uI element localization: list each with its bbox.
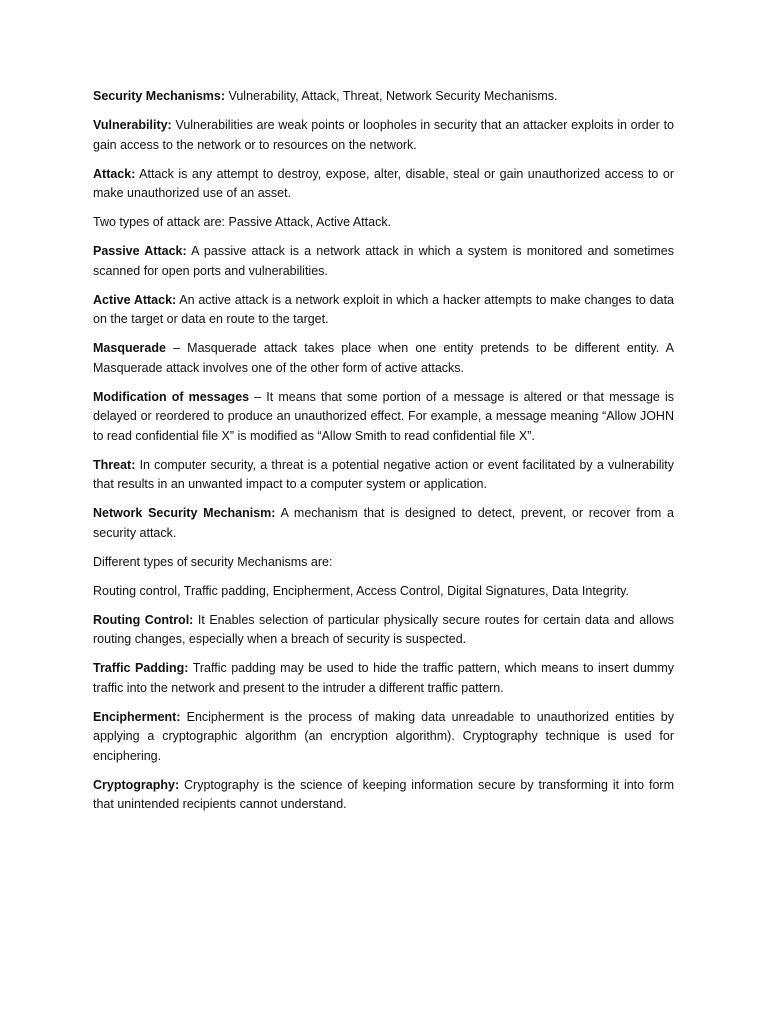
term: Active Attack:: [93, 292, 177, 307]
term: Encipherment:: [93, 709, 181, 724]
definition-text: – It means that some portion of a message is altered or that message is delayed or reordered to produce an unauthorized effect. For example, a message meaning “Allow JOHN to read confidential file X” is modified as “Allow Smith to read confidential file X”.: [93, 389, 675, 443]
paragraph-mechanism-list: [93, 582, 674, 602]
definition-text: Vulnerabilities are weak points or loopholes in security that an attacker exploits in order to gain access to the network or to resources on the network.: [93, 118, 674, 152]
paragraph-modification-of-messages: [93, 388, 674, 447]
definition-text: Attack is any attempt to destroy, expose, alter, disable, steal or gain unauthorized access to or make unauthorized use of an asset.: [93, 166, 674, 200]
term: Security Mechanisms:: [93, 89, 225, 103]
paragraph-network-security-mechanism: [93, 504, 674, 543]
paragraph-masquerade: [93, 339, 674, 378]
term: Modification of messages: [93, 389, 250, 404]
term: Masquerade: [93, 341, 166, 355]
definition-text: Encipherment is the process of making data unreadable to unauthorized entities by applying a cryptographic algorithm (an encryption algorithm). Cryptography technique is used for enciphering.: [93, 709, 674, 763]
definition-text: Vulnerability, Attack, Threat, Network Security Mechanisms.: [225, 89, 558, 103]
definition-text: An active attack is a network exploit in which a hacker attempts to make changes to data on the target or data en route to the target.: [93, 292, 674, 326]
paragraph-traffic-padding: [93, 659, 674, 698]
term: Threat:: [93, 457, 136, 472]
term: Routing Control:: [93, 612, 194, 627]
paragraph-security-mechanisms: [93, 87, 674, 107]
definition-text: Cryptography is the science of keeping information secure by transforming it into form that unintended recipients cannot understand.: [93, 777, 674, 811]
paragraph-attack-types: [93, 213, 674, 233]
definition-text: It Enables selection of particular physically secure routes for certain data and allows routing changes, especially when a breach of security is suspected.: [93, 612, 674, 646]
paragraph-cryptography: [93, 776, 674, 815]
definition-text: – Masquerade attack takes place when one entity pretends to be different entity. A Masquerade attack involves one of the other form of active attacks.: [93, 341, 674, 375]
definition-text: Two types of attack are: Passive Attack, Active Attack.: [93, 215, 392, 229]
definition-text: Routing control, Traffic padding, Encipherment, Access Control, Digital Signatures, Data Integrity.: [93, 583, 629, 598]
paragraph-passive-attack: [93, 242, 674, 281]
paragraph-threat: [93, 456, 674, 495]
paragraph-active-attack: [93, 291, 674, 330]
definition-text: Different types of security Mechanisms are:: [93, 554, 333, 569]
term: Traffic Padding:: [93, 661, 189, 675]
paragraph-routing-control: [93, 611, 674, 650]
paragraph-attack: [93, 165, 674, 204]
document-page: [93, 87, 674, 824]
definition-text: A mechanism that is designed to detect, prevent, or recover from a security attack.: [93, 506, 674, 540]
definition-text: In computer security, a threat is a potential negative action or event facilitated by a vulnerability that results in an unwanted impact to a computer system or application.: [93, 457, 674, 491]
paragraph-encipherment: [93, 708, 674, 767]
term: Attack:: [93, 166, 136, 181]
term: Cryptography:: [93, 777, 180, 792]
paragraph-mechanism-types-intro: [93, 553, 674, 573]
definition-text: A passive attack is a network attack in which a system is monitored and sometimes scanned for open ports and vulnerabilities.: [93, 244, 674, 278]
paragraph-vulnerability: [93, 116, 674, 155]
term: Vulnerability:: [93, 118, 172, 132]
term: Passive Attack:: [93, 244, 187, 258]
term: Network Security Mechanism:: [93, 506, 276, 520]
definition-text: Traffic padding may be used to hide the traffic pattern, which means to insert dummy traffic into the network and present to the intruder a different traffic pattern.: [93, 661, 674, 695]
